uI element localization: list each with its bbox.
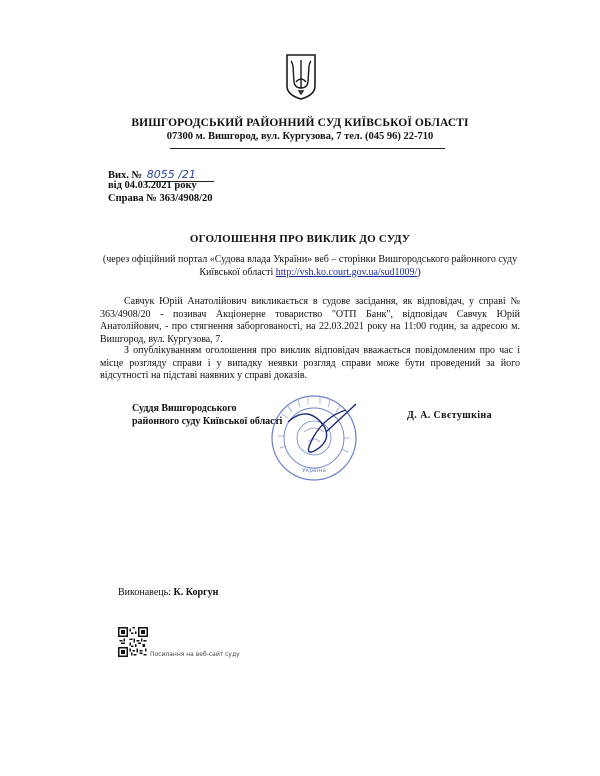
judge-title-line1: Суддя Вишгородського <box>132 403 237 414</box>
court-address: 07300 м. Вишгород, вул. Кургузова, 7 тел. (045 96) 22-710 <box>166 131 434 142</box>
executor-name: К. Коргун <box>173 587 219 598</box>
subline-text: (через офіційний портал «Судова влада України» веб – сторінки Вишгородського районного суду Київської області <box>102 254 518 278</box>
date-value: 04.03.2021 року <box>124 180 197 191</box>
date-label: від <box>108 180 122 191</box>
executor-line <box>118 587 218 598</box>
subline-close: ) <box>417 266 421 278</box>
outgoing-number-handwritten: 8055 /21 <box>145 168 214 182</box>
case-value: 363/4908/20 <box>159 193 213 204</box>
seal-text: Україна <box>301 467 327 474</box>
header-divider <box>170 148 445 149</box>
trident-emblem-icon <box>284 52 318 100</box>
judge-name: Д. А. Свєтушкіна <box>407 410 492 421</box>
outgoing-label: Вих. № <box>108 170 143 181</box>
court-name: ВИШГОРОДСЬКИЙ РАЙОННИЙ СУД КИЇВСЬКОЇ ОБЛАСТІ <box>131 117 469 129</box>
qr-code-icon[interactable] <box>118 627 148 657</box>
executor-label: Виконавець: <box>118 587 171 598</box>
judge-title-line2: районного суду Київської області <box>132 415 283 427</box>
notice-heading: ОГОЛОШЕННЯ ПРО ВИКЛИК ДО СУДУ <box>189 233 411 245</box>
notice-subline <box>100 254 520 279</box>
document-date <box>108 180 197 191</box>
notice-paragraph-summons: Савчук Юрій Анатолійович викликається в судове засідання, як відповідач, у справі № 363/4908/20 - позивач Акціонерне товариство "ОТП Банк", відповідач Савчук Юрій Анатолійович, - про стягнення заборгованості, на 22.03.2021 року на 11:00 годин, за адресою м. Вишгород, вул. Кургузова, 7. <box>100 296 520 345</box>
court-website-link[interactable]: http://vsh.ko.court.gov.ua/sud1009/ <box>275 266 418 278</box>
qr-caption: Посилання на веб-сайт суду <box>150 651 240 658</box>
case-number <box>108 193 213 204</box>
court-seal-stamp <box>268 392 360 484</box>
judge-title <box>132 403 282 428</box>
case-label: Справа № <box>108 193 157 204</box>
notice-paragraph-consequences: З опублікуванням оголошення про виклик відповідач вважається повідомленим про час і місце розгляду справи і у випадку неявки розгляд справи може бути проведений за його відсутності на підставі наявних у справі доказів. <box>100 345 520 381</box>
